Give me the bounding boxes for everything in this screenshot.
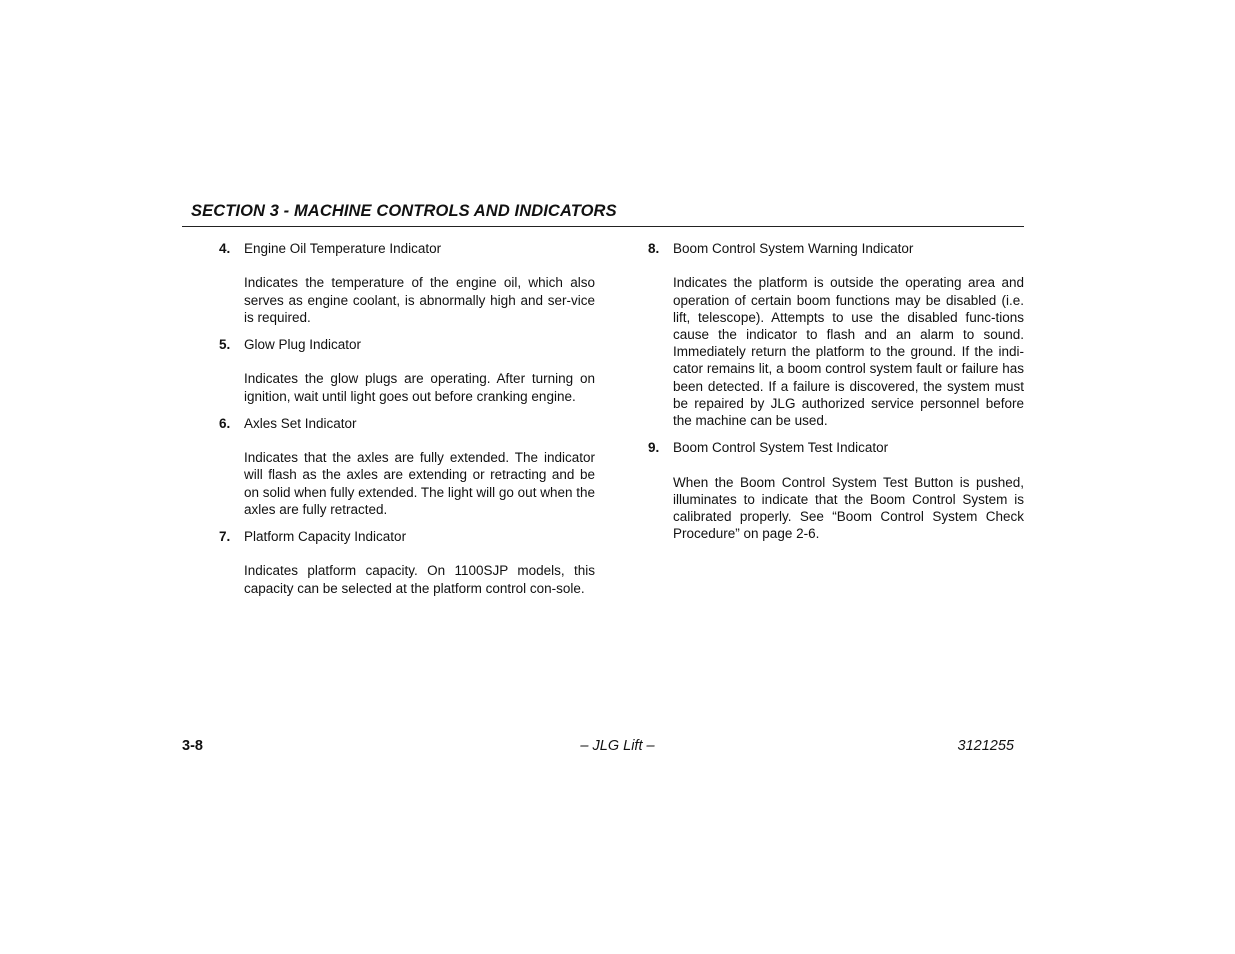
list-item-8 [648,240,1024,429]
item-number: 7. [219,529,231,544]
item-number: 9. [648,440,660,456]
item-title: Axles Set Indicator [244,415,357,431]
item-number: 8. [648,241,660,256]
left-column [219,240,595,607]
item-title: Engine Oil Temperature Indicator [244,241,442,256]
item-title: Platform Capacity Indicator [244,529,407,544]
item-title: Boom Control System Warning Indicator [673,241,914,256]
item-body: Indicates the temperature of the engine oil, which also serves as engine coolant, is abnormally high and ser-vice is required. [244,275,595,325]
item-number: 6. [219,415,231,431]
item-title: Glow Plug Indicator [244,337,362,352]
list-item-7 [219,528,595,597]
item-body: Indicates the glow plugs are operating. After turning on ignition, wait until light goes out before cranking engine. [244,371,595,404]
list-item-6 [219,415,595,518]
header-rule [182,226,1024,227]
item-number: 5. [219,337,231,352]
item-body: Indicates platform capacity. On 1100SJP models, this capacity can be selected at the platform control con-sole. [244,563,595,596]
item-body: When the Boom Control System Test Button is pushed, illuminates to indicate that the Boom Control System is calibrated properly. See “Boom Control System Check Procedure” on page 2-6. [673,474,1024,542]
list-item-9 [648,439,1024,542]
footer-brand: – JLG Lift – [580,738,655,754]
item-body: Indicates that the axles are fully extended. The indicator will flash as the axles are extending or retracting and be on solid when fully extended. The light will go out when the axles are fully retracted. [244,450,595,517]
page-number: 3-8 [182,738,203,754]
right-column [648,240,1024,552]
item-body: Indicates the platform is outside the operating area and operation of certain boom functions may be disabled (i.e. lift, telescope). Attempts to use the disabled func-tions cause the indicator to flash and an alarm to sound. Immediately return the platform to the ground. If the indi-cator remains lit, a boom control system fault or failure has been detected. If a failure is discovered, the system must be repaired by JLG authorized service personnel before the machine can be used. [673,275,1024,429]
section-title: SECTION 3 - MACHINE CONTROLS AND INDICATORS [191,202,617,220]
list-item-4 [219,240,595,326]
item-title: Boom Control System Test Indicator [673,440,889,456]
item-number: 4. [219,241,231,256]
list-item-5 [219,336,595,405]
document-number: 3121255 [957,738,1014,754]
